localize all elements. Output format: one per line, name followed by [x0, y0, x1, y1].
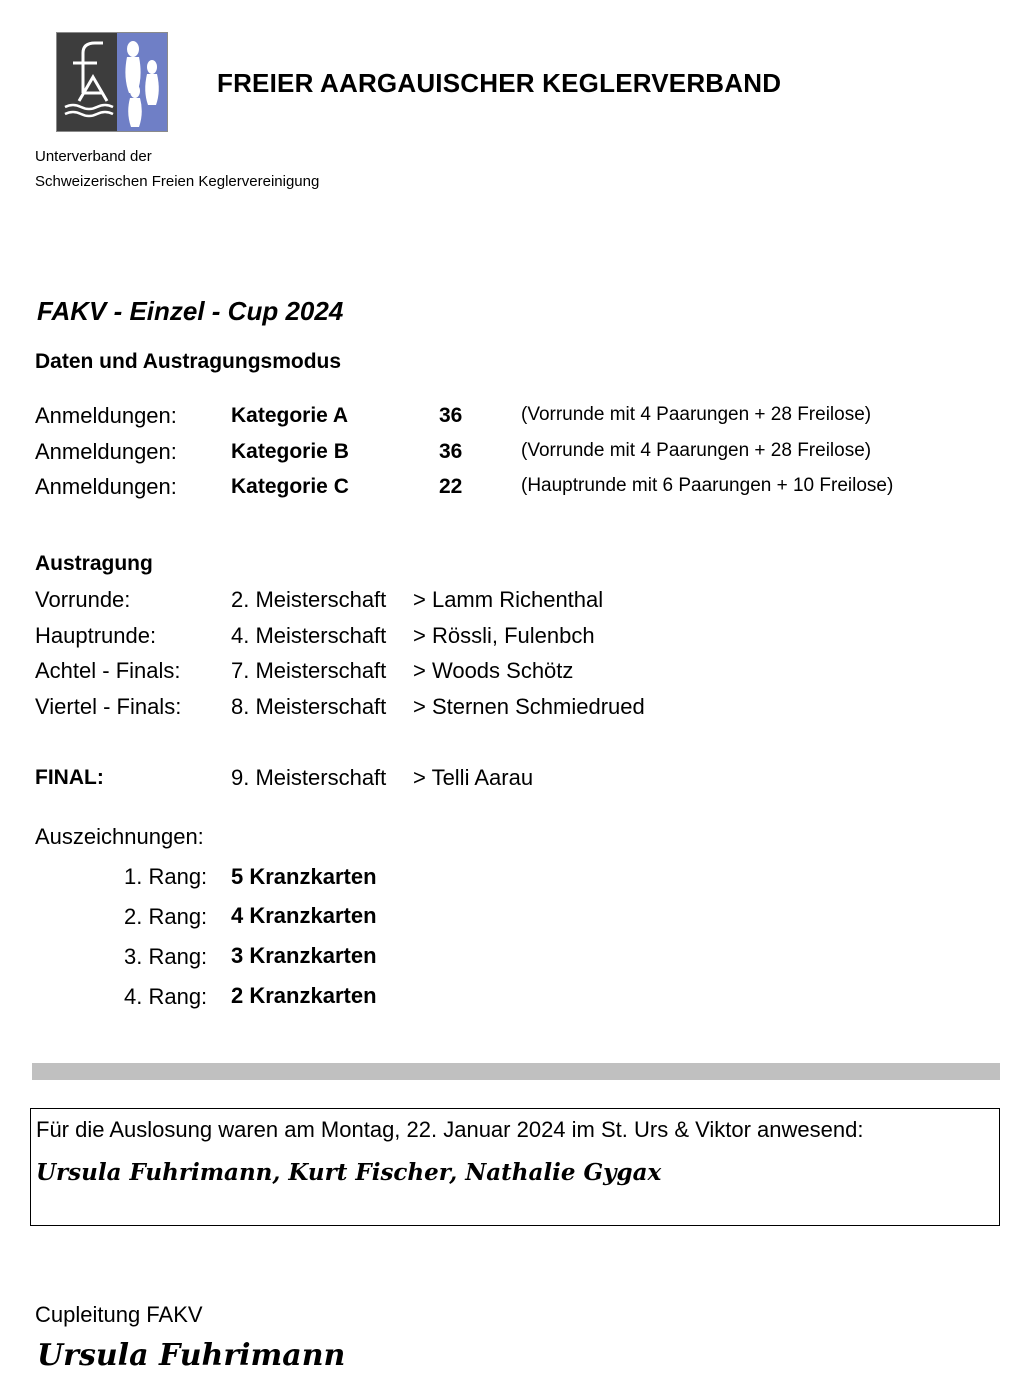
schedule-location: > Sternen Schmiedrued: [413, 694, 645, 719]
draw-info-text: Für die Auslosung waren am Montag, 22. Januar 2024 im St. Urs & Viktor anwesend:: [36, 1117, 864, 1142]
section-heading-austragung: Austragung: [35, 552, 153, 575]
registration-category: Kategorie B: [231, 440, 349, 463]
signature: Ursula Fuhrimann: [37, 1338, 346, 1373]
schedule-location: > Woods Schötz: [413, 658, 574, 683]
org-subtitle-line2: Schweizerischen Freien Keglervereinigung: [35, 173, 320, 190]
registration-label: Anmeldungen:: [35, 474, 177, 499]
registration-note: (Hauptrunde mit 6 Paarungen + 10 Freilose): [521, 475, 894, 496]
section-heading-daten: Daten und Austragungsmodus: [35, 350, 342, 373]
final-location: > Telli Aarau: [413, 765, 534, 790]
schedule-round: Hauptrunde:: [35, 623, 157, 648]
schedule-location: > Lamm Richenthal: [413, 587, 604, 612]
schedule-championship: 8. Meisterschaft: [231, 694, 387, 719]
registration-note: (Vorrunde mit 4 Paarungen + 28 Freilose): [521, 404, 872, 425]
schedule-championship: 4. Meisterschaft: [231, 623, 387, 648]
page-title: FAKV - Einzel - Cup 2024: [37, 296, 344, 326]
fakv-logo-icon: [56, 32, 168, 132]
registration-note: (Vorrunde mit 4 Paarungen + 28 Freilose): [521, 440, 872, 461]
award-rank: 4. Rang:: [124, 984, 208, 1009]
org-name: FREIER AARGAUISCHER KEGLERVERBAND: [217, 68, 782, 98]
final-championship: 9. Meisterschaft: [231, 765, 387, 790]
section-divider: [32, 1063, 1000, 1080]
award-rank: 2. Rang:: [124, 904, 208, 929]
registration-count: 22: [439, 475, 463, 498]
registration-label: Anmeldungen:: [35, 439, 177, 464]
registration-label: Anmeldungen:: [35, 403, 177, 428]
footer-role: Cupleitung FAKV: [35, 1302, 203, 1327]
registration-count: 36: [439, 404, 463, 427]
schedule-championship: 2. Meisterschaft: [231, 587, 387, 612]
org-subtitle-line1: Unterverband der: [35, 148, 152, 165]
award-prize: 2 Kranzkarten: [231, 983, 377, 1008]
draw-attendees: Ursula Fuhrimann, Kurt Fischer, Nathalie Gygax: [36, 1159, 662, 1186]
schedule-round: Vorrunde:: [35, 587, 131, 612]
award-prize: 5 Kranzkarten: [231, 864, 377, 889]
schedule-round: Viertel - Finals:: [35, 694, 182, 719]
award-rank: 1. Rang:: [124, 864, 208, 889]
registration-category: Kategorie A: [231, 404, 349, 427]
registration-count: 36: [439, 440, 463, 463]
award-prize: 3 Kranzkarten: [231, 943, 377, 968]
final-round-label: FINAL:: [35, 766, 104, 789]
award-rank: 3. Rang:: [124, 944, 208, 969]
schedule-round: Achtel - Finals:: [35, 658, 181, 683]
registration-category: Kategorie C: [231, 475, 349, 498]
schedule-championship: 7. Meisterschaft: [231, 658, 387, 683]
award-prize: 4 Kranzkarten: [231, 903, 377, 928]
awards-label: Auszeichnungen:: [35, 824, 204, 849]
schedule-location: > Rössli, Fulenbch: [413, 623, 595, 648]
